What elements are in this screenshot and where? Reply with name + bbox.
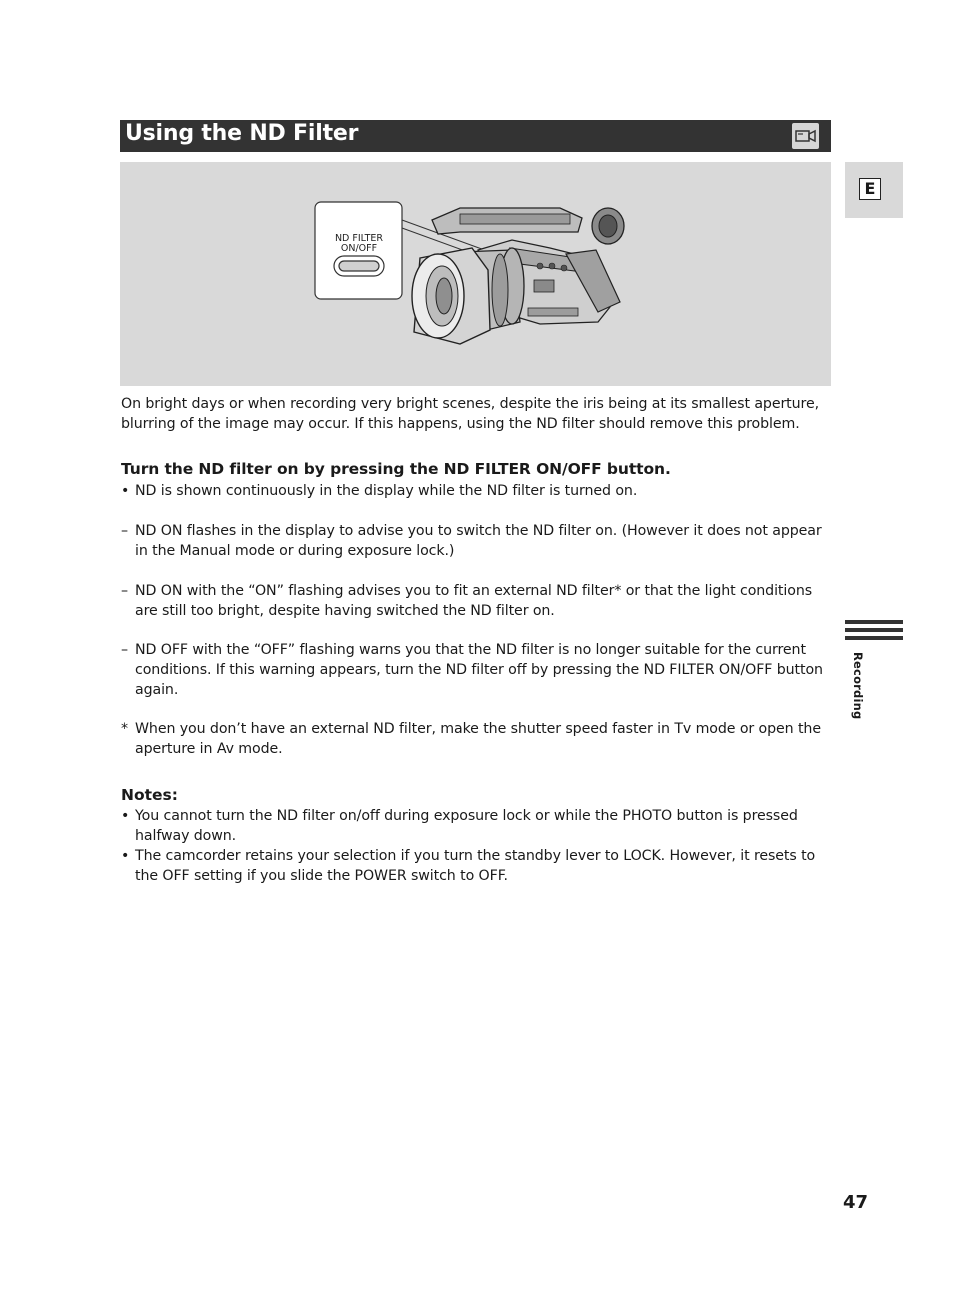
- note-item: [121, 846, 833, 886]
- divider: [845, 620, 903, 624]
- section-marker-bars: [845, 620, 903, 644]
- bullet-marker: •: [121, 848, 130, 864]
- instruction-heading: Turn the ND filter on by pressing the ND FILTER ON/OFF button.: [121, 460, 671, 478]
- asterisk-marker: *: [121, 721, 128, 737]
- intro-paragraph: [121, 394, 833, 434]
- section-title-bar: [120, 120, 831, 152]
- section-label: Recording: [851, 652, 865, 720]
- list-item-text: ND ON with the “ON” flashing advises you to fit an external ND filter* or that the light conditions are still too bright, despite having switched the ND filter on.: [135, 583, 813, 619]
- language-letter: E: [859, 178, 881, 200]
- list-item: [121, 581, 833, 621]
- callout-label-line1: ND FILTER: [334, 233, 384, 244]
- language-tab: [845, 162, 903, 218]
- dash-marker: –: [121, 583, 128, 599]
- camcorder-illustration: [120, 162, 831, 386]
- dash-marker: –: [121, 642, 128, 658]
- divider: [845, 628, 903, 632]
- bullet-marker: •: [121, 483, 130, 499]
- camcorder-mode-icon: [792, 123, 819, 149]
- page-title: Using the ND Filter: [125, 121, 359, 146]
- list-item: [121, 521, 833, 561]
- list-item: [121, 719, 833, 759]
- list-item-text: ND ON flashes in the display to advise you to switch the ND filter on. (However it does not appear in the Manual mode or during exposure lock.): [135, 523, 822, 559]
- note-item: [121, 806, 833, 846]
- dash-marker: –: [121, 523, 128, 539]
- list-item: [121, 481, 833, 501]
- intro-text: On bright days or when recording very bright scenes, despite the iris being at its smallest aperture, blurring of the image may occur. If this happens, using the ND filter should remove this problem.: [121, 396, 820, 432]
- callout-label-line2: ON/OFF: [340, 243, 378, 254]
- divider: [845, 636, 903, 640]
- page-number: 47: [843, 1192, 869, 1213]
- note-text: You cannot turn the ND filter on/off during exposure lock or while the PHOTO button is pressed halfway down.: [135, 808, 798, 844]
- list-item-text: ND OFF with the “OFF” flashing warns you that the ND filter is no longer suitable for the current conditions. If this warning appears, turn the ND filter off by pressing the ND FILTER ON/OFF button again.: [135, 642, 823, 698]
- list-item-text: When you don’t have an external ND filter, make the shutter speed faster in Tv mode or open the aperture in Av mode.: [135, 721, 821, 757]
- list-item-text: ND is shown continuously in the display while the ND filter is turned on.: [135, 483, 638, 499]
- list-item: [121, 640, 833, 700]
- bullet-marker: •: [121, 808, 130, 824]
- note-text: The camcorder retains your selection if you turn the standby lever to LOCK. However, it resets to the OFF setting if you slide the POWER switch to OFF.: [135, 848, 816, 884]
- camcorder-figure: [120, 162, 831, 386]
- notes-heading: Notes:: [121, 786, 178, 804]
